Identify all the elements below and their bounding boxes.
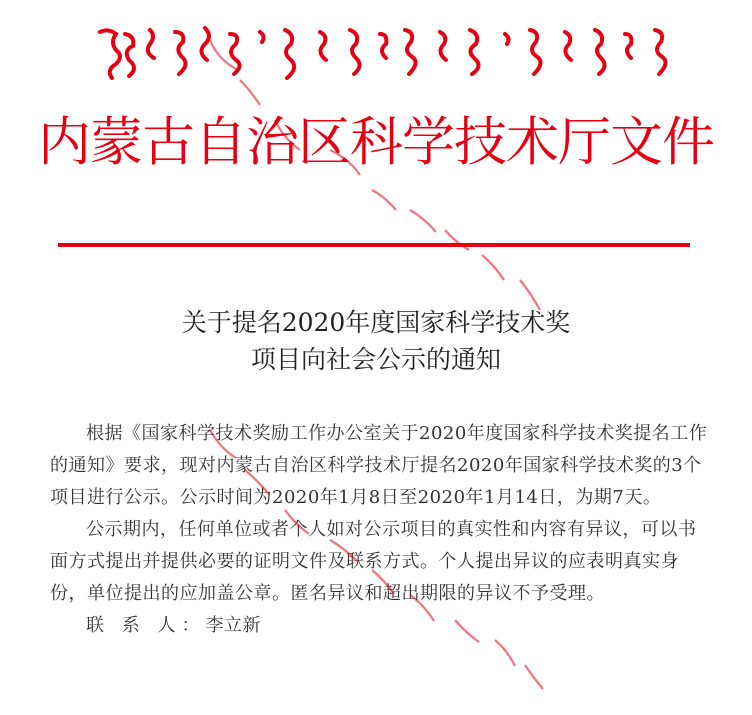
issuer-title: 内蒙古自治区科学技术厅文件 xyxy=(38,112,714,173)
paragraph-requirement: 根据《国家科学技术奖励工作办公室关于2020年度国家科学技术奖提名工作的通知》要求，现对内蒙古自治区科学技术厅提名2020年国家科学技术奖的3个项目进行公示。公示时间为2020年1月8日至2020年1月14日，为期7天。 xyxy=(50,423,708,508)
contact-name: 李立新 xyxy=(205,615,261,636)
document-title-line-1: 关于提名2020年度国家科学技术奖 xyxy=(181,308,571,337)
contact-line xyxy=(50,610,710,642)
paragraph-objection: 公示期内，任何单位或者个人如对公示项目的真实性和内容有异议，可以书面方式提出并提供必要的证明文件及联系方式。个人提出异议的应表明真实身份，单位提出的应加盖公章。匿名异议和超出期限的异议不予受理。 xyxy=(50,519,697,604)
document-body xyxy=(50,418,710,642)
document-title-line-2: 项目向社会公示的通知 xyxy=(250,345,501,374)
red-divider-line xyxy=(58,243,690,247)
document-title xyxy=(0,304,752,378)
contact-label: 联 系 人： xyxy=(86,615,206,636)
mongolian-script-header xyxy=(80,22,680,84)
